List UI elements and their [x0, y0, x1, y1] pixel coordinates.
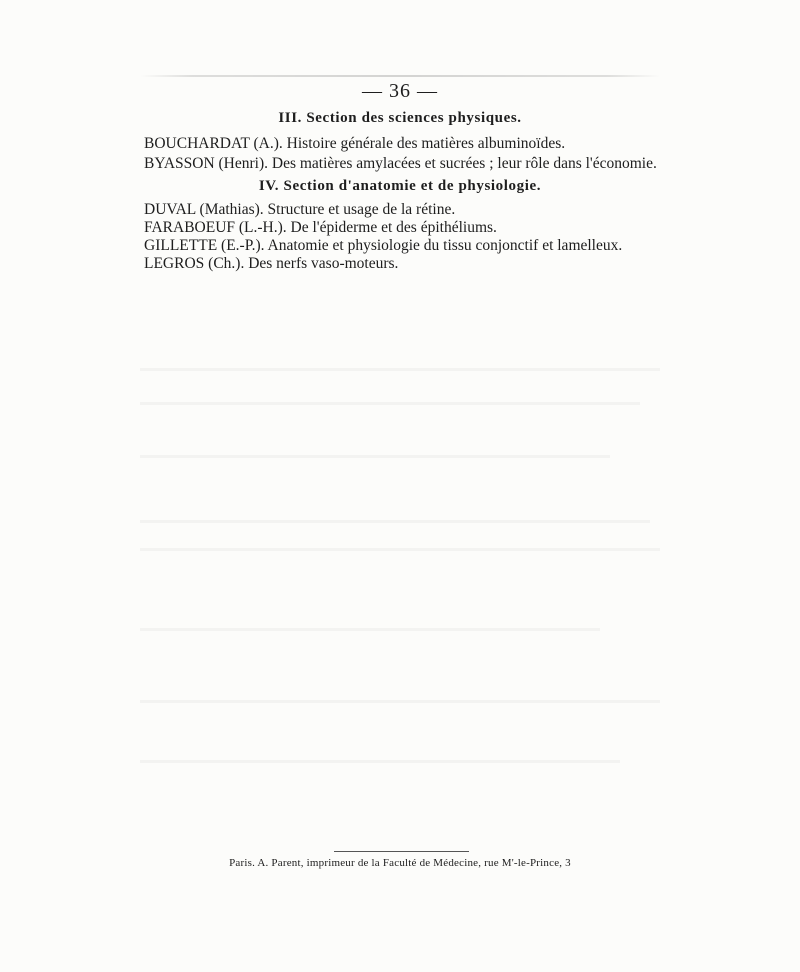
entry-faraboeuf: FARABOEUF (L.-H.). De l'épiderme et des épithéliums. [144, 219, 497, 236]
printer-imprint: Paris. A. Parent, imprimeur de la Faculté de Médecine, rue M'-le-Prince, 3 [229, 857, 571, 869]
entry-legros: LEGROS (Ch.). Des nerfs vaso-moteurs. [144, 255, 399, 272]
page-number: — 36 — [362, 80, 438, 102]
entry-byasson: BYASSON (Henri). Des matières amylacées et sucrées ; leur rôle dans l'économie. [144, 155, 657, 172]
footer-rule [334, 851, 469, 852]
entry-duval: DUVAL (Mathias). Structure et usage de la rétine. [144, 201, 456, 218]
entry-bouchardat: BOUCHARDAT (A.). Histoire générale des matières albuminoïdes. [144, 135, 566, 152]
bleed-through-line [140, 520, 650, 523]
bleed-through-line [140, 760, 620, 763]
top-rule [140, 75, 660, 77]
section-heading-anatomy: IV. Section d'anatomie et de physiologie. [258, 178, 542, 194]
bleed-through-line [140, 402, 640, 405]
section-heading-physics: III. Section des sciences physiques. [278, 110, 522, 126]
entry-gillette: GILLETTE (E.-P.). Anatomie et physiologie du tissu conjonctif et lamelleux. [144, 237, 623, 254]
bleed-through-line [140, 368, 660, 371]
bleed-through-line [140, 700, 660, 703]
bleed-through-line [140, 628, 600, 631]
bleed-through-line [140, 455, 610, 458]
bleed-through-line [140, 548, 660, 551]
